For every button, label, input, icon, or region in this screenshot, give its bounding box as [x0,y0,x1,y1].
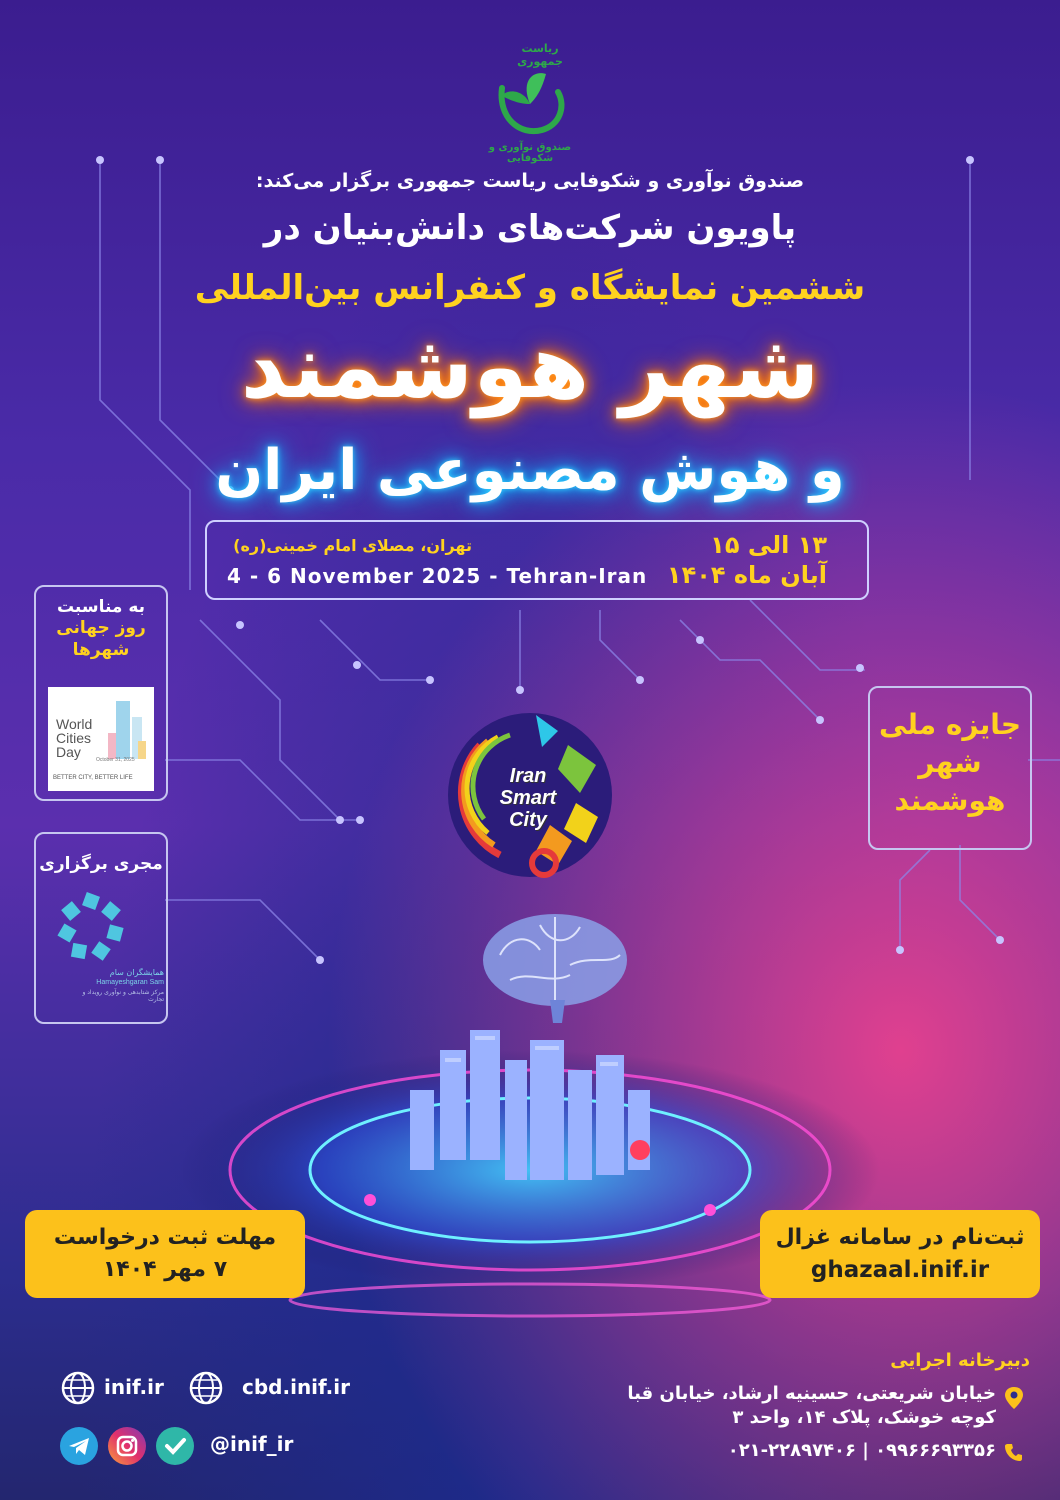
phone-numbers[interactable]: ۰۹۹۶۶۶۹۳۳۵۶ | ۰۲۱-۲۲۸۹۷۴۰۶ [727,1440,996,1461]
executor-title: مجری برگزاری [39,854,163,874]
wcd-title-3: Day [56,744,81,760]
english-date: 4 - 6 November 2025 - Tehran-Iran [227,564,648,588]
logo-text-smart: Smart [499,787,557,809]
executor-box [34,832,168,1024]
organizer-text: صندوق نوآوری و شکوفایی ریاست جمهوری برگزار می‌کند: [255,170,805,192]
occasion-box [34,585,168,801]
occasion-cities: شهرها [72,640,130,660]
deadline-date: ۷ مهر ۱۴۰۴ [102,1257,228,1282]
secretariat-title: دبیرخانه اجرایی [890,1350,1030,1371]
wcd-tagline: BETTER CITY, BETTER LIFE [53,775,133,781]
wcd-date: October 31, 2025 [96,757,135,763]
iran-smart-city-text [468,765,588,831]
deadline-box [25,1210,305,1298]
logo-label-top: ریاست جمهوری [517,42,563,68]
globe-icon [60,1370,96,1406]
award-line3: هوشمند [894,784,1006,817]
executor-name-fa: همایشگران سام [109,968,164,977]
registration-box [760,1210,1040,1298]
wcd-title-2: Cities [56,730,92,746]
main-title: شهر هوشمند [240,315,820,418]
persian-date-days: ۱۳ الی ۱۵ [710,531,827,559]
wcd-title-1: World [56,716,93,732]
globe-icon [188,1370,224,1406]
world-cities-day-logo [48,687,154,791]
registration-url[interactable]: ghazaal.inif.ir [810,1257,990,1283]
executor-subtitle: مرکز شتابدهی و نوآوری رویداد و تجارت [82,989,164,1003]
persian-date [657,530,827,590]
social-handle[interactable]: @inif_ir [210,1432,294,1456]
award-line2: شهر [918,746,982,779]
executor-name-en: Hamayeshgaran Sam [96,979,164,986]
registration-label: ثبت‌نام در سامانه غزال [775,1225,1025,1250]
location-pin-icon [1004,1386,1024,1410]
hamayeshgaran-logo-icon [56,892,126,962]
sub-title: و هوش مصنوعی ایران [215,438,845,503]
verified-messenger-icon[interactable] [156,1427,194,1465]
venue-text: تهران، مصلای امام خمینی(ره) [233,536,472,555]
site-cbd-link[interactable]: cbd.inif.ir [242,1375,350,1399]
phone-icon [1004,1442,1024,1462]
logo-label-bottom: صندوق نوآوری و شکوفایی [488,142,572,164]
award-line1: جایزه ملی [879,708,1021,741]
date-box [205,520,869,600]
address [626,1382,996,1430]
telegram-icon[interactable] [60,1427,98,1465]
occasion-label: به مناسبت [56,597,146,617]
site-inif-link[interactable]: inif.ir [104,1375,164,1399]
occasion-day: روز جهانی [56,618,146,638]
instagram-icon[interactable] [108,1427,146,1465]
address-line1: خیابان شریعتی، حسینیه ارشاد، خیابان قبا [627,1383,996,1404]
address-line2: کوچه خوشک، پلاک ۱۴، واحد ۳ [732,1407,996,1428]
wcd-title [56,717,116,759]
persian-date-month: آبان ماه ۱۴۰۴ [666,561,827,589]
logo-text-city: City [509,809,547,831]
deadline-label: مهلت ثبت درخواست [53,1225,277,1250]
award-box [868,686,1032,850]
logo-text-iran: Iran [509,765,547,787]
pavilion-line: پاویون شرکت‌های دانش‌بنیان در [263,208,797,248]
exhibition-line: ششمین نمایشگاه و کنفرانس بین‌المللی [194,268,866,308]
contacts-left [60,1370,420,1480]
